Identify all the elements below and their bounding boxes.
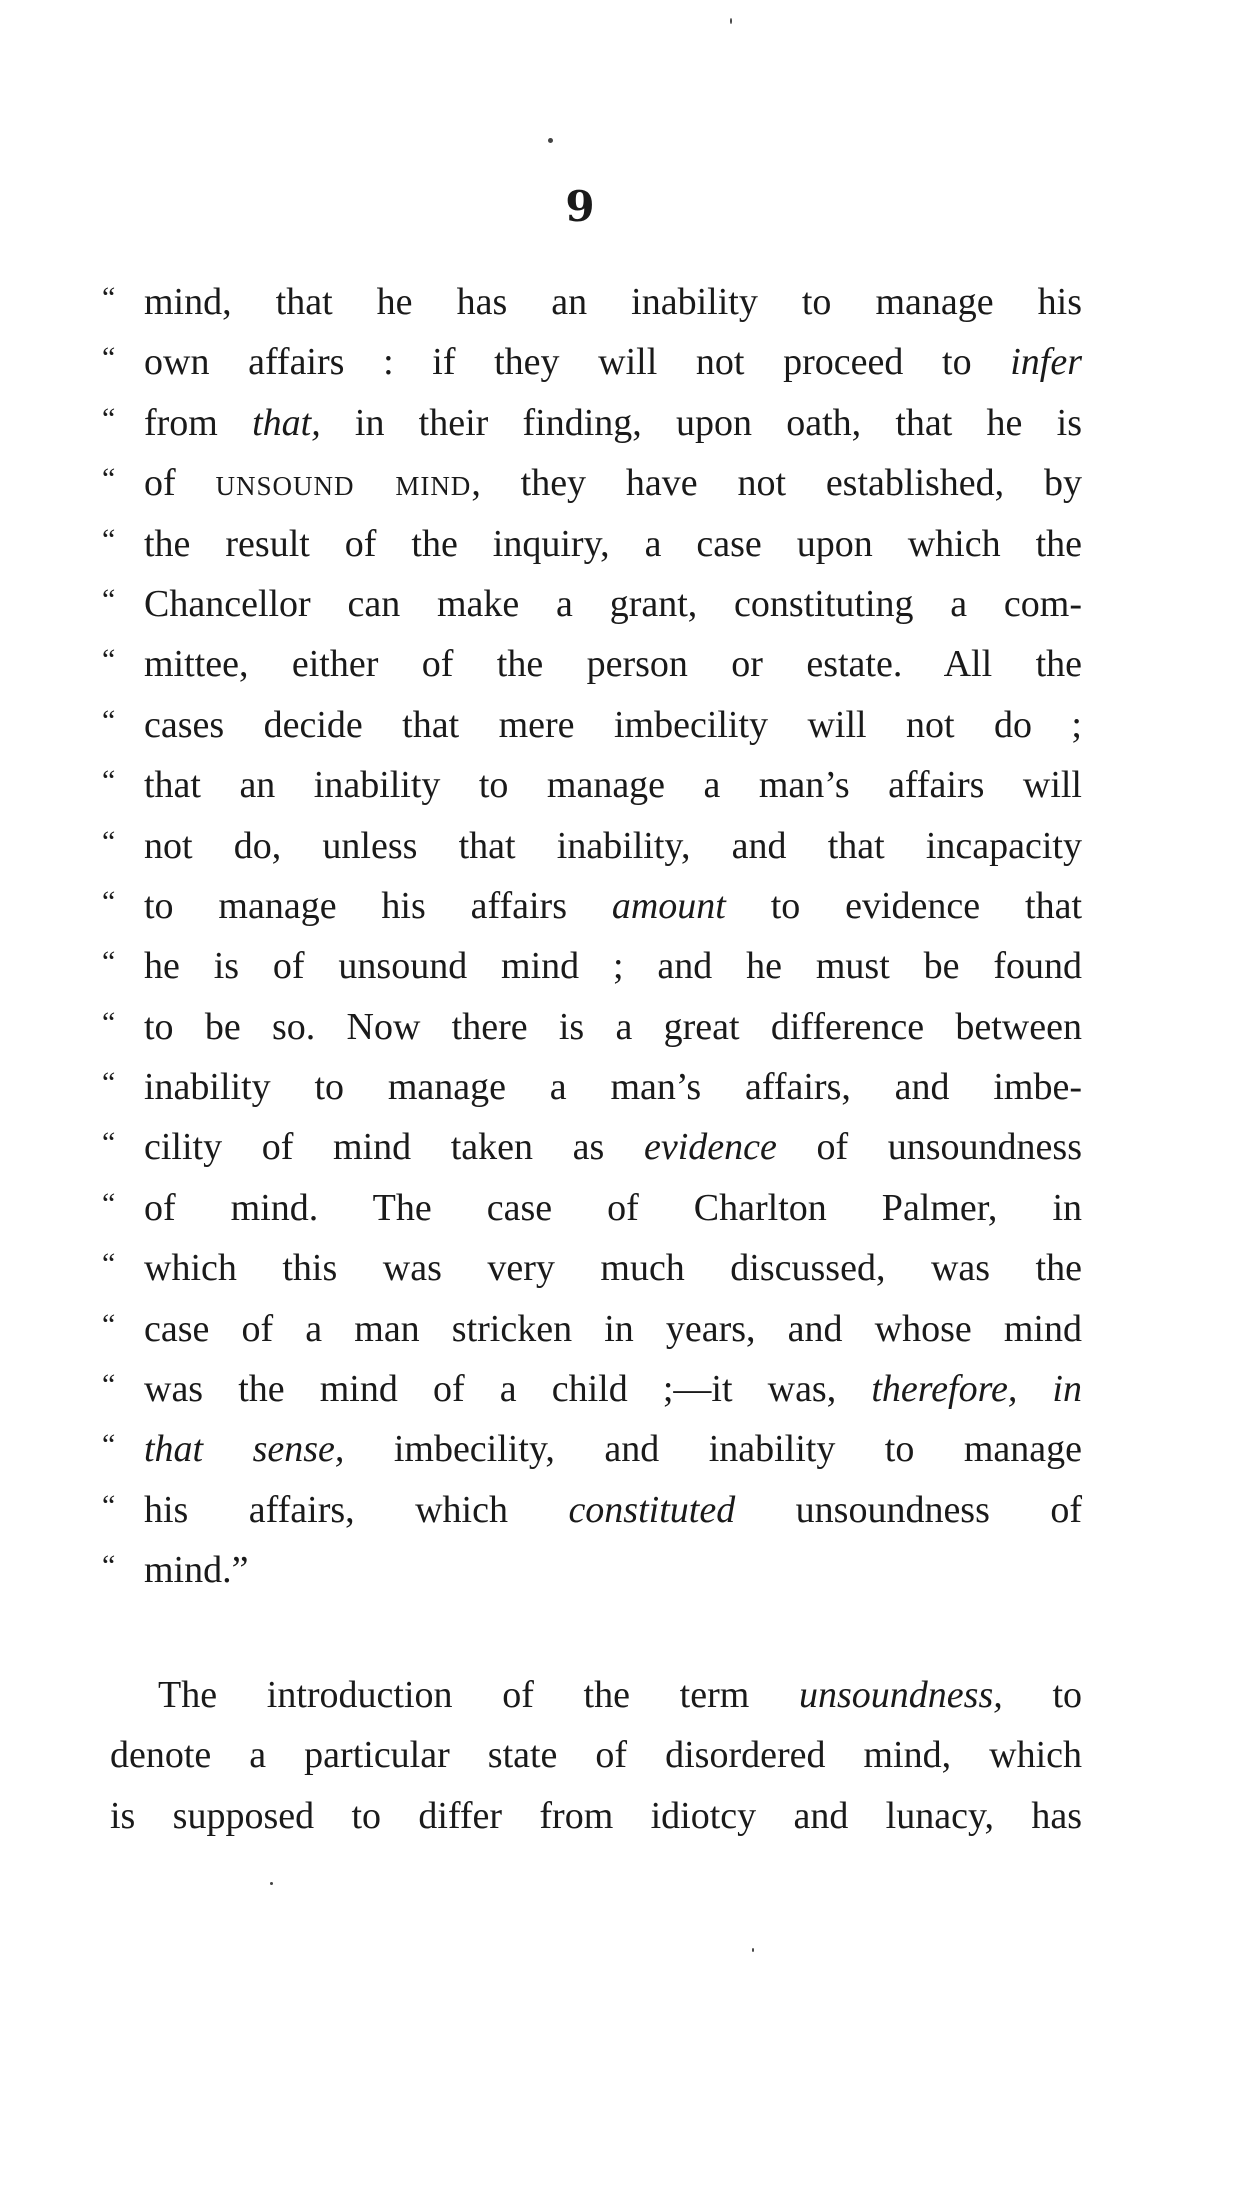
quotation-mark: “ xyxy=(102,401,116,435)
quote-line-text xyxy=(144,1057,1082,1117)
quotation-mark: “ xyxy=(102,582,116,616)
quote-line-text xyxy=(144,514,1082,574)
quote-line-text xyxy=(144,332,1082,392)
paragraph-line xyxy=(110,1665,1082,1725)
quote-line xyxy=(102,1117,1082,1177)
italic-text: therefore, in xyxy=(871,1368,1082,1411)
quote-line xyxy=(102,1238,1082,1298)
ink-speck xyxy=(730,18,732,24)
italic-text: amount xyxy=(611,884,726,927)
quote-line-text xyxy=(144,393,1082,453)
quote-line-text xyxy=(144,695,1082,755)
quotation-mark: “ xyxy=(102,1247,116,1281)
quote-line xyxy=(102,1299,1082,1359)
text-run: was the mind of a child ;—it was, xyxy=(144,1368,872,1411)
quote-line-text xyxy=(144,1299,1082,1359)
quote-line xyxy=(102,997,1082,1057)
quote-line-text xyxy=(144,936,1082,996)
ink-speck xyxy=(270,1882,273,1885)
body-paragraph xyxy=(110,1665,1082,1846)
quote-line xyxy=(102,634,1082,694)
quote-line-text xyxy=(144,1540,1082,1600)
quote-line xyxy=(102,1480,1082,1540)
text-run: inability to manage a man’s affairs, and imbe- xyxy=(144,1066,1082,1109)
quotation-mark: “ xyxy=(102,1428,116,1462)
quote-line xyxy=(102,755,1082,815)
text-run: his affairs, which xyxy=(144,1488,569,1531)
text-run: from xyxy=(144,401,253,444)
quote-line xyxy=(102,695,1082,755)
quote-line xyxy=(102,453,1082,513)
quotation-mark: “ xyxy=(102,1488,116,1522)
quote-line xyxy=(102,936,1082,996)
quotation-mark: “ xyxy=(102,1368,116,1402)
text-run: The introduction of the term xyxy=(158,1674,800,1716)
quotation-mark: “ xyxy=(102,1126,116,1160)
text-run: to manage his affairs xyxy=(144,884,612,927)
quotation-mark: “ xyxy=(102,522,116,556)
quote-line xyxy=(102,876,1082,936)
quote-line-text xyxy=(144,755,1082,815)
paragraph-line xyxy=(110,1786,1082,1846)
quote-line xyxy=(102,1359,1082,1419)
text-run: he is of unsound mind ; and he must be found xyxy=(144,945,1082,988)
quote-line-text xyxy=(144,272,1082,332)
text-run: mind.” xyxy=(144,1549,249,1592)
text-run: case of a man stricken in years, and whose mind xyxy=(144,1307,1082,1350)
text-run: Chancellor can make a grant, constituting a com- xyxy=(144,582,1082,625)
quotation-mark: “ xyxy=(102,1005,116,1039)
quote-line xyxy=(102,1057,1082,1117)
text-run: not do, unless that inability, and that incapacity xyxy=(144,824,1082,867)
text-run: mind, that he has an inability to manage his xyxy=(144,281,1082,323)
text-run: cases decide that mere imbecility will not do ; xyxy=(144,703,1082,746)
text-run: the result of the inquiry, a case upon which the xyxy=(144,522,1082,565)
text-run: of unsoundness xyxy=(776,1126,1083,1169)
quotation-mark: “ xyxy=(102,1307,116,1341)
quote-line xyxy=(102,393,1082,453)
quotation-mark: “ xyxy=(102,341,116,375)
quote-line xyxy=(102,272,1082,332)
italic-text: infer xyxy=(1010,341,1082,384)
quote-line xyxy=(102,332,1082,392)
quoted-passage xyxy=(102,272,1082,1601)
text-run: to evidence that xyxy=(725,884,1082,927)
paragraph-line xyxy=(110,1725,1082,1785)
italic-text: that sense, xyxy=(144,1428,345,1471)
ink-speck xyxy=(548,138,553,143)
smallcaps-text: unsound mind xyxy=(215,462,472,505)
quotation-mark: “ xyxy=(102,945,116,979)
quote-line-text xyxy=(144,1117,1082,1177)
text-run: cility of mind taken as xyxy=(144,1126,644,1169)
quote-line-text xyxy=(144,634,1082,694)
quote-line-text xyxy=(144,574,1082,634)
ink-speck xyxy=(752,1948,754,1952)
text-run: denote a particular state of disordered mind, which xyxy=(110,1734,1082,1777)
quote-line xyxy=(102,816,1082,876)
text-run: to be so. Now there is a great difference between xyxy=(144,1005,1082,1048)
quotation-mark: “ xyxy=(102,281,116,314)
quote-line-text xyxy=(144,1359,1082,1419)
quotation-mark: “ xyxy=(102,1186,116,1220)
quote-line xyxy=(102,514,1082,574)
italic-text: evidence xyxy=(643,1126,777,1169)
text-run: of xyxy=(144,462,216,505)
text-run: that an inability to manage a man’s affairs will xyxy=(144,764,1082,807)
text-run: unsoundness of xyxy=(735,1488,1082,1531)
quote-line-text xyxy=(144,1480,1082,1540)
italic-text: unsoundness, xyxy=(799,1674,1003,1716)
quote-line-text xyxy=(144,816,1082,876)
text-run: own affairs : if they will not proceed to xyxy=(144,341,1011,384)
quote-line-text xyxy=(144,453,1082,513)
quote-line xyxy=(102,1419,1082,1479)
quotation-mark: “ xyxy=(102,462,116,496)
text-run: of mind. The case of Charlton Palmer, in xyxy=(144,1186,1082,1229)
quotation-mark: “ xyxy=(102,824,116,858)
quote-line-text xyxy=(144,1419,1082,1479)
text-run: in their finding, upon oath, that he is xyxy=(320,401,1082,444)
quotation-mark: “ xyxy=(102,643,116,677)
text-run: , they have not established, by xyxy=(471,462,1082,505)
quotation-mark: “ xyxy=(102,703,116,737)
quote-line xyxy=(102,1540,1082,1600)
quote-line-text xyxy=(144,1178,1082,1238)
page-number: 9 xyxy=(565,182,595,231)
italic-text: that, xyxy=(252,401,321,444)
quote-line-text xyxy=(144,876,1082,936)
text-run: mittee, either of the person or estate. All the xyxy=(144,643,1082,686)
text-run: imbecility, and inability to manage xyxy=(344,1428,1082,1471)
text-run: which this was very much discussed, was the xyxy=(144,1247,1082,1290)
quotation-mark: “ xyxy=(102,884,116,918)
quotation-mark: “ xyxy=(102,1066,116,1100)
quote-line-text xyxy=(144,997,1082,1057)
quotation-mark: “ xyxy=(102,1549,116,1583)
italic-text: constituted xyxy=(568,1488,736,1531)
quote-line-text xyxy=(144,1238,1082,1298)
text-run: to xyxy=(1002,1674,1083,1716)
text-run: is supposed to differ from idiotcy and lunacy, has xyxy=(110,1794,1082,1837)
quotation-mark: “ xyxy=(102,764,116,798)
quote-line xyxy=(102,1178,1082,1238)
quote-line xyxy=(102,574,1082,634)
